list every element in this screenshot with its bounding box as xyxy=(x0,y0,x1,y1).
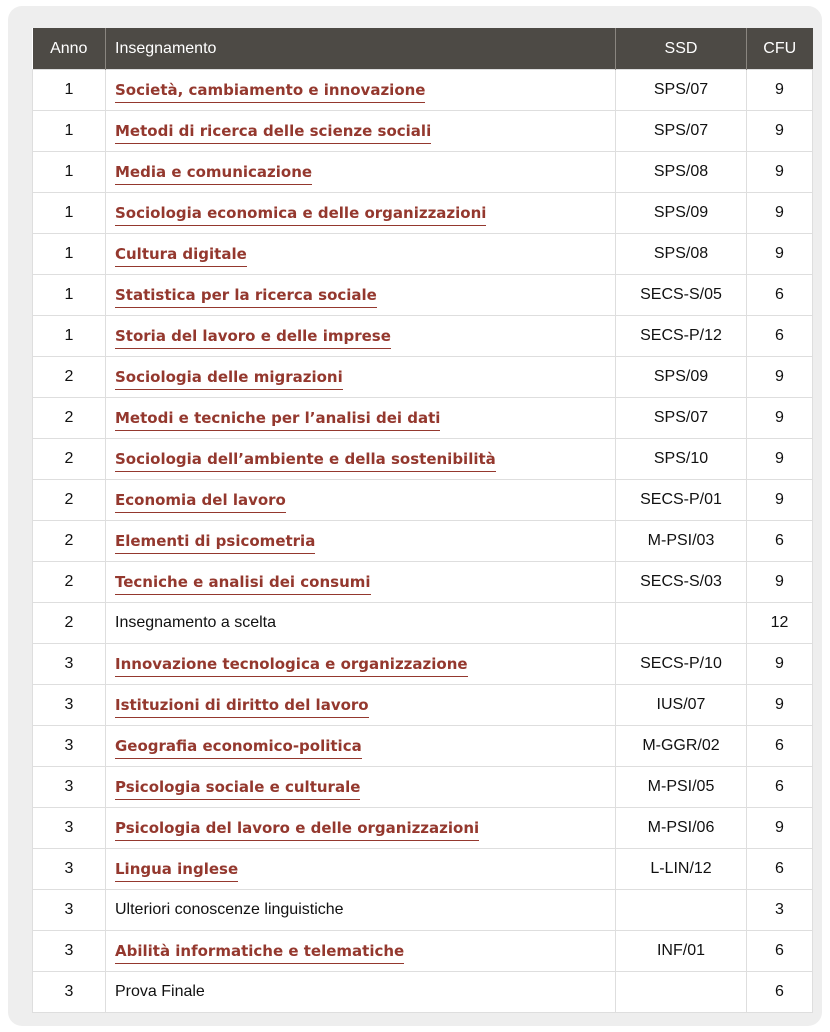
ssd-cell: SPS/09 xyxy=(616,193,747,234)
table-row xyxy=(33,972,813,1013)
header-ssd: SSD xyxy=(616,28,747,70)
ssd-cell xyxy=(616,972,747,1013)
insegnamento-cell xyxy=(106,972,616,1013)
cfu-cell: 6 xyxy=(747,767,813,808)
cfu-cell: 9 xyxy=(747,357,813,398)
cfu-cell: 9 xyxy=(747,808,813,849)
anno-cell: 1 xyxy=(33,70,106,111)
ssd-cell: IUS/07 xyxy=(616,685,747,726)
table-row xyxy=(33,849,813,890)
insegnamento-cell xyxy=(106,849,616,890)
ssd-cell: SECS-P/10 xyxy=(616,644,747,685)
anno-cell: 2 xyxy=(33,521,106,562)
insegnamento-cell xyxy=(106,644,616,685)
table-row xyxy=(33,439,813,480)
cfu-cell: 6 xyxy=(747,316,813,357)
table-row xyxy=(33,685,813,726)
cfu-cell: 6 xyxy=(747,931,813,972)
insegnamento-cell xyxy=(106,562,616,603)
anno-cell: 3 xyxy=(33,972,106,1013)
table-row xyxy=(33,603,813,644)
cfu-cell: 12 xyxy=(747,603,813,644)
insegnamento-cell xyxy=(106,70,616,111)
table-row xyxy=(33,357,813,398)
table-row xyxy=(33,316,813,357)
course-link[interactable]: Statistica per la ricerca sociale xyxy=(115,286,377,308)
header-cfu: CFU xyxy=(747,28,813,70)
insegnamento-cell xyxy=(106,316,616,357)
cfu-cell: 9 xyxy=(747,193,813,234)
table-row xyxy=(33,275,813,316)
insegnamento-cell xyxy=(106,152,616,193)
anno-cell: 3 xyxy=(33,726,106,767)
cfu-cell: 9 xyxy=(747,152,813,193)
course-link[interactable]: Media e comunicazione xyxy=(115,163,312,185)
cfu-cell: 6 xyxy=(747,521,813,562)
insegnamento-cell xyxy=(106,398,616,439)
courses-table xyxy=(32,28,813,1013)
anno-cell: 3 xyxy=(33,849,106,890)
ssd-cell: SECS-P/01 xyxy=(616,480,747,521)
ssd-cell: SPS/07 xyxy=(616,111,747,152)
anno-cell: 3 xyxy=(33,890,106,931)
ssd-cell: SPS/07 xyxy=(616,70,747,111)
table-row xyxy=(33,521,813,562)
cfu-cell: 9 xyxy=(747,644,813,685)
course-name: Ulteriori conoscenze linguistiche xyxy=(115,901,344,918)
table-row xyxy=(33,152,813,193)
ssd-cell: SPS/08 xyxy=(616,152,747,193)
insegnamento-cell xyxy=(106,767,616,808)
table-row xyxy=(33,70,813,111)
ssd-cell: M-PSI/06 xyxy=(616,808,747,849)
insegnamento-cell xyxy=(106,480,616,521)
ssd-cell: SPS/09 xyxy=(616,357,747,398)
ssd-cell: SECS-P/12 xyxy=(616,316,747,357)
table-body xyxy=(33,70,813,1013)
cfu-cell: 6 xyxy=(747,275,813,316)
ssd-cell: SECS-S/05 xyxy=(616,275,747,316)
ssd-cell xyxy=(616,603,747,644)
cfu-cell: 9 xyxy=(747,480,813,521)
insegnamento-cell xyxy=(106,234,616,275)
ssd-cell: M-PSI/03 xyxy=(616,521,747,562)
anno-cell: 2 xyxy=(33,398,106,439)
insegnamento-cell xyxy=(106,931,616,972)
ssd-cell: SPS/07 xyxy=(616,398,747,439)
anno-cell: 2 xyxy=(33,603,106,644)
course-link[interactable]: Psicologia sociale e culturale xyxy=(115,778,360,800)
anno-cell: 3 xyxy=(33,644,106,685)
anno-cell: 3 xyxy=(33,808,106,849)
cfu-cell: 6 xyxy=(747,849,813,890)
cfu-cell: 9 xyxy=(747,111,813,152)
cfu-cell: 9 xyxy=(747,685,813,726)
anno-cell: 1 xyxy=(33,316,106,357)
course-name: Insegnamento a scelta xyxy=(115,614,276,631)
table-row xyxy=(33,767,813,808)
course-link[interactable]: Elementi di psicometria xyxy=(115,532,315,554)
anno-cell: 3 xyxy=(33,767,106,808)
ssd-cell: L-LIN/12 xyxy=(616,849,747,890)
anno-cell: 1 xyxy=(33,234,106,275)
course-link[interactable]: Psicologia del lavoro e delle organizzazioni xyxy=(115,819,479,841)
course-link[interactable]: Metodi e tecniche per l’analisi dei dati xyxy=(115,409,440,431)
course-link[interactable]: Economia del lavoro xyxy=(115,491,286,513)
insegnamento-cell xyxy=(106,275,616,316)
ssd-cell: M-GGR/02 xyxy=(616,726,747,767)
course-link[interactable]: Sociologia economica e delle organizzazioni xyxy=(115,204,486,226)
insegnamento-cell xyxy=(106,808,616,849)
insegnamento-cell xyxy=(106,439,616,480)
insegnamento-cell xyxy=(106,890,616,931)
course-link[interactable]: Storia del lavoro e delle imprese xyxy=(115,327,391,349)
table-row xyxy=(33,644,813,685)
insegnamento-cell xyxy=(106,357,616,398)
cfu-cell: 6 xyxy=(747,726,813,767)
table-row xyxy=(33,111,813,152)
table-row xyxy=(33,562,813,603)
course-link[interactable]: Sociologia dell’ambiente e della sostenibilità xyxy=(115,450,496,472)
course-link[interactable]: Istituzioni di diritto del lavoro xyxy=(115,696,369,718)
course-link[interactable]: Società, cambiamento e innovazione xyxy=(115,81,425,103)
ssd-cell: SECS-S/03 xyxy=(616,562,747,603)
table-row xyxy=(33,193,813,234)
table-row xyxy=(33,890,813,931)
cfu-cell: 9 xyxy=(747,70,813,111)
insegnamento-cell xyxy=(106,726,616,767)
cfu-cell: 9 xyxy=(747,439,813,480)
course-link[interactable]: Abilità informatiche e telematiche xyxy=(115,942,404,964)
anno-cell: 3 xyxy=(33,685,106,726)
cfu-cell: 9 xyxy=(747,562,813,603)
insegnamento-cell xyxy=(106,603,616,644)
table-row xyxy=(33,726,813,767)
header-insegnamento: Insegnamento xyxy=(106,28,616,70)
table-row xyxy=(33,808,813,849)
table-row xyxy=(33,234,813,275)
insegnamento-cell xyxy=(106,111,616,152)
anno-cell: 2 xyxy=(33,439,106,480)
anno-cell: 2 xyxy=(33,357,106,398)
anno-cell: 1 xyxy=(33,111,106,152)
ssd-cell: SPS/08 xyxy=(616,234,747,275)
course-link[interactable]: Lingua inglese xyxy=(115,860,238,882)
course-link[interactable]: Sociologia delle migrazioni xyxy=(115,368,343,390)
cfu-cell: 3 xyxy=(747,890,813,931)
table-card xyxy=(8,6,822,1026)
ssd-cell: M-PSI/05 xyxy=(616,767,747,808)
insegnamento-cell xyxy=(106,193,616,234)
course-link[interactable]: Innovazione tecnologica e organizzazione xyxy=(115,655,468,677)
insegnamento-cell xyxy=(106,521,616,562)
table-row xyxy=(33,480,813,521)
ssd-cell: SPS/10 xyxy=(616,439,747,480)
course-link[interactable]: Geografia economico-politica xyxy=(115,737,362,759)
anno-cell: 1 xyxy=(33,152,106,193)
course-link[interactable]: Tecniche e analisi dei consumi xyxy=(115,573,371,595)
anno-cell: 2 xyxy=(33,480,106,521)
cfu-cell: 6 xyxy=(747,972,813,1013)
course-name: Prova Finale xyxy=(115,983,205,1000)
ssd-cell: INF/01 xyxy=(616,931,747,972)
course-link[interactable]: Cultura digitale xyxy=(115,245,247,267)
ssd-cell xyxy=(616,890,747,931)
table-header xyxy=(33,28,813,70)
anno-cell: 3 xyxy=(33,931,106,972)
cfu-cell: 9 xyxy=(747,234,813,275)
table-row xyxy=(33,398,813,439)
course-link[interactable]: Metodi di ricerca delle scienze sociali xyxy=(115,122,431,144)
insegnamento-cell xyxy=(106,685,616,726)
anno-cell: 1 xyxy=(33,193,106,234)
anno-cell: 2 xyxy=(33,562,106,603)
cfu-cell: 9 xyxy=(747,398,813,439)
table-row xyxy=(33,931,813,972)
anno-cell: 1 xyxy=(33,275,106,316)
header-anno: Anno xyxy=(33,28,106,70)
